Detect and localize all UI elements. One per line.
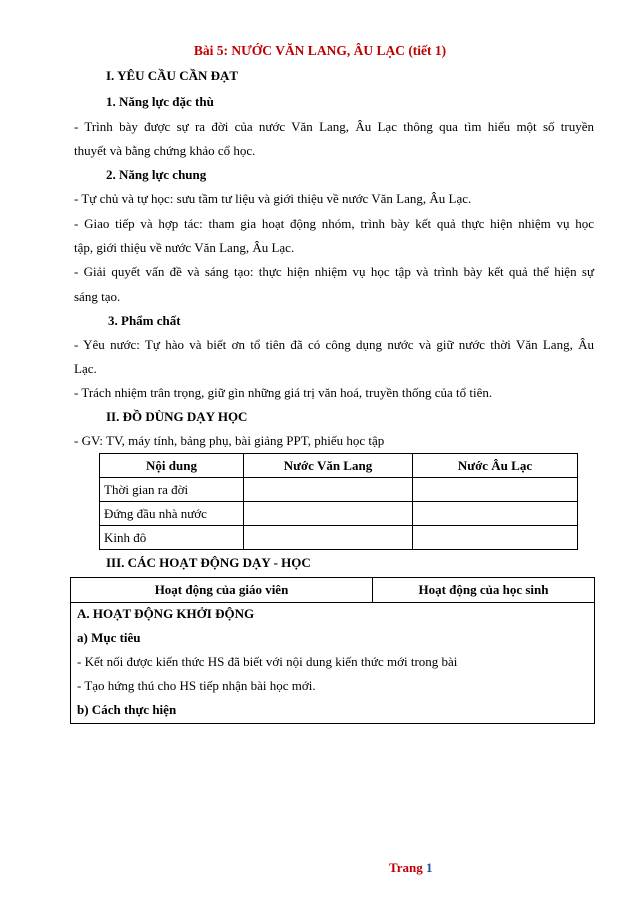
materials-line: - GV: TV, máy tính, bảng phụ, bài giảng PPT, phiếu học tập — [74, 433, 385, 448]
page-number: 1 — [425, 860, 433, 875]
activity-heading: A. HOẠT ĐỘNG KHỞI ĐỘNG — [77, 606, 255, 621]
paragraph-line: - Trách nhiệm trân trọng, giữ gìn những giá trị văn hoá, truyền thống của tổ tiên. — [74, 385, 493, 400]
goal-heading: a) Mục tiêu — [77, 630, 141, 645]
table-cell-empty — [244, 526, 413, 550]
table-cell-empty — [413, 478, 578, 502]
paragraph-line: - Tự chủ và tự học: sưu tầm tư liệu và giới thiệu về nước Văn Lang, Âu Lạc. — [74, 191, 472, 206]
table-row — [100, 478, 578, 502]
table-cell: Đứng đầu nhà nước — [100, 502, 244, 526]
paragraph-line: sáng tạo. — [74, 289, 121, 304]
goal-line: - Tạo hứng thú cho HS tiếp nhận bài học mới. — [77, 678, 316, 693]
table-cell-empty — [244, 502, 413, 526]
subheading-qualities: 3. Phẩm chất — [108, 313, 181, 328]
paragraph-line: - Trình bày được sự ra đời của nước Văn Lang, Âu Lạc thông qua tìm hiểu một số truyền — [74, 119, 594, 134]
paragraph-line: tập, giới thiệu về nước Văn Lang, Âu Lạc. — [74, 240, 295, 255]
table-cell: Kinh đô — [100, 526, 244, 550]
activities-table — [70, 577, 595, 724]
table-cell-empty — [413, 526, 578, 550]
table-header-cell: Hoạt động của học sinh — [373, 578, 595, 603]
table-cell-empty — [413, 502, 578, 526]
subheading-specific-competence: 1. Năng lực đặc thù — [106, 94, 214, 109]
table-header-cell: Hoạt động của giáo viên — [71, 578, 373, 603]
subheading-general-competence: 2. Năng lực chung — [106, 167, 207, 182]
section-heading-materials: II. ĐỒ DÙNG DẠY HỌC — [106, 409, 248, 424]
table-cell: Thời gian ra đời — [100, 478, 244, 502]
paragraph-line: - Yêu nước: Tự hào và biết ơn tổ tiên đã có công dụng nước và giữ nước thời Văn Lang, Âu — [74, 337, 594, 352]
section-heading-requirements: I. YÊU CẦU CẦN ĐẠT — [106, 68, 239, 83]
worksheet-table — [99, 453, 578, 550]
goal-line: - Kết nối được kiến thức HS đã biết với nội dung kiến thức mới trong bài — [77, 654, 458, 669]
lesson-title: Bài 5: NƯỚC VĂN LANG, ÂU LẠC (tiết 1) — [193, 43, 447, 58]
activity-cell — [71, 603, 595, 724]
table-cell-empty — [244, 478, 413, 502]
page-label: Trang — [389, 860, 423, 875]
method-heading: b) Cách thực hiện — [77, 702, 177, 717]
table-header-cell: Nội dung — [100, 454, 244, 478]
paragraph-line: Lạc. — [74, 361, 97, 376]
page-footer — [389, 860, 432, 876]
paragraph-line: - Giải quyết vấn đề và sáng tạo: thực hiện nhiệm vụ học tập và trình bày kết quả thể hiện sự — [74, 264, 594, 279]
paragraph-line: thuyết và bằng chứng khảo cổ học. — [74, 143, 256, 158]
table-header-cell: Nước Âu Lạc — [413, 454, 578, 478]
table-header-cell: Nước Văn Lang — [244, 454, 413, 478]
table-header-row — [100, 454, 578, 478]
table-row — [100, 502, 578, 526]
section-heading-activities: III. CÁC HOẠT ĐỘNG DẠY - HỌC — [106, 555, 311, 570]
table-header-row — [71, 578, 595, 603]
paragraph-line: - Giao tiếp và hợp tác: tham gia hoạt động nhóm, trình bày kết quả thực hiện nhiệm vụ học — [74, 216, 594, 231]
table-row — [100, 526, 578, 550]
table-row — [71, 603, 595, 724]
